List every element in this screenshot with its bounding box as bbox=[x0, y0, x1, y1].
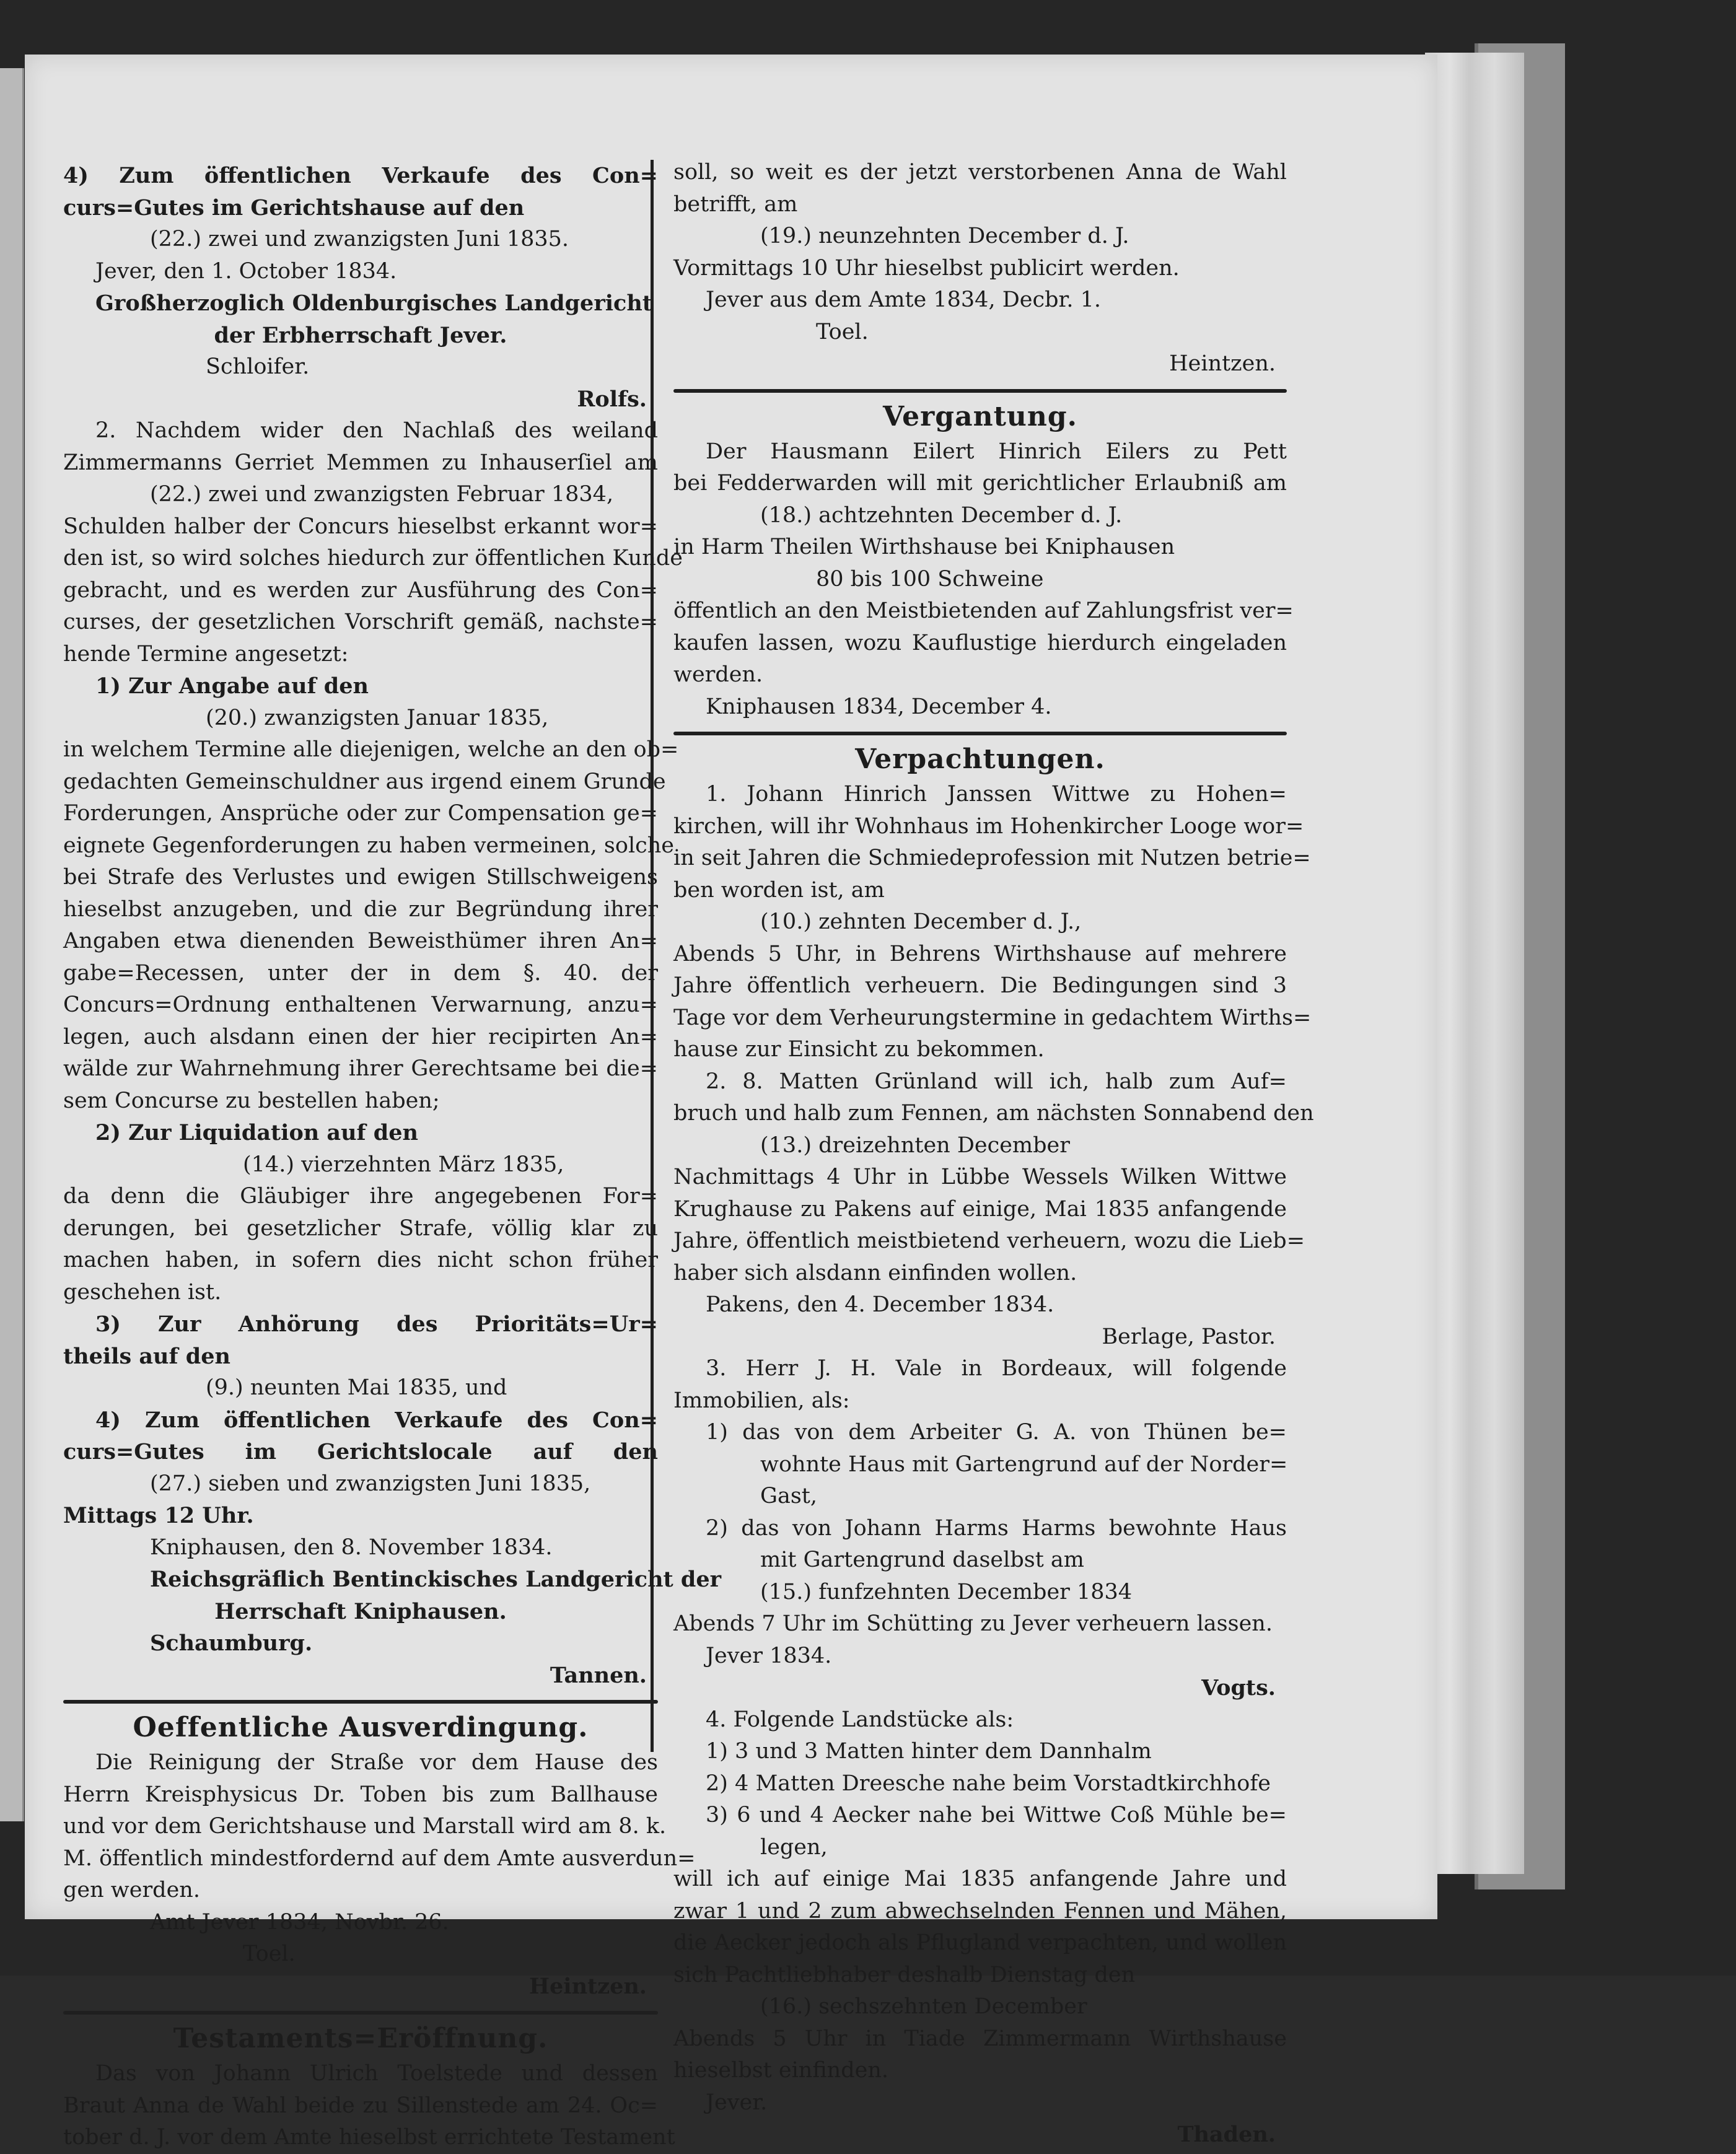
text-line: Jever 1834. bbox=[706, 1643, 832, 1668]
text-line: bei Strafe des Verlustes und ewigen Stillschweigens bbox=[63, 865, 658, 890]
previous-page-edge bbox=[0, 68, 24, 1821]
section-rule bbox=[673, 389, 1287, 393]
text-line: Krughause zu Pakens auf einige, Mai 1835 anfangende bbox=[673, 1196, 1287, 1222]
text-line: 1) das von dem Arbeiter G. A. von Thünen be= bbox=[706, 1420, 1287, 1445]
text-line: Mittags 12 Uhr. bbox=[63, 1503, 254, 1528]
text-line: 3) 6 und 4 Aecker nahe bei Wittwe Coß Mühle be= bbox=[706, 1803, 1287, 1828]
text-line: Herrn Kreisphysicus Dr. Toben bis zum Ballhause bbox=[63, 1782, 658, 1807]
text-line: Zimmermanns Gerriet Memmen zu Inhauserſiel am bbox=[63, 450, 658, 475]
text-line: und vor dem Gerichtshause und Marstall wird am 8. k. bbox=[63, 1814, 667, 1839]
text-line: 2. 8. Matten Grünland will ich, halb zum Auf= bbox=[706, 1069, 1287, 1094]
text-line: Kniphausen 1834, December 4. bbox=[706, 694, 1052, 719]
text-line: der Erbherrschaft Jever. bbox=[214, 322, 507, 348]
text-line: curses, der gesetzlichen Vorschrift gemäß, nachste= bbox=[63, 610, 658, 634]
text-line: 1) Zur Angabe auf den bbox=[95, 673, 369, 699]
text-line: theils auf den bbox=[63, 1343, 230, 1369]
text-line: (18.) achtzehnten December d. J. bbox=[760, 502, 1123, 528]
section-heading-testament: Testaments=Eröffnung. bbox=[173, 2023, 548, 2054]
text-line: Kniphausen, den 8. November 1834. bbox=[150, 1535, 553, 1560]
text-line: 4. Folgende Landstücke als: bbox=[706, 1707, 1014, 1732]
text-line: sich Pachtliebhaber deshalb Dienstag den bbox=[673, 1962, 1136, 1987]
text-line: (14.) vierzehnten März 1835, bbox=[243, 1152, 564, 1177]
text-line: Heintzen. bbox=[1169, 351, 1276, 376]
text-line: in welchem Termine alle diejenigen, welche an den ob= bbox=[63, 737, 679, 762]
section-rule bbox=[673, 732, 1287, 735]
text-line: 4) Zum öffentlichen Verkaufe des Con= bbox=[95, 1407, 658, 1433]
text-line: (22.) zwei und zwanzigsten Februar 1834, bbox=[150, 482, 614, 507]
text-line: Pakens, den 4. December 1834. bbox=[706, 1292, 1054, 1317]
text-line: Jever aus dem Amte 1834, Decbr. 1. bbox=[706, 287, 1102, 312]
text-line: Schloifer. bbox=[206, 354, 310, 379]
text-line: Die Reinigung der Straße vor dem Hause des bbox=[95, 1750, 658, 1775]
text-line: Toel. bbox=[243, 1942, 296, 1966]
text-line: 4) Zum öffentlichen Verkaufe des Con= bbox=[63, 163, 658, 188]
text-line: werden. bbox=[673, 662, 763, 687]
text-line: Der Hausmann Eilert Hinrich Eilers zu Pett bbox=[706, 439, 1287, 464]
text-line: Nachmittags 4 Uhr in Lübbe Wessels Wilken Wittwe bbox=[673, 1165, 1287, 1189]
text-line: hende Termine angesetzt: bbox=[63, 641, 349, 667]
text-line: Jever, den 1. October 1834. bbox=[95, 258, 397, 284]
text-line: Reichsgräflich Bentinckisches Landgericht der bbox=[150, 1567, 722, 1592]
section-rule bbox=[63, 2011, 658, 2015]
text-line: die Aecker jedoch als Pflugland verpachten, und wollen bbox=[673, 1930, 1287, 1955]
text-line: 3. Herr J. H. Vale in Bordeaux, will folgende bbox=[706, 1356, 1287, 1381]
text-line: (22.) zwei und zwanzigsten Juni 1835. bbox=[150, 227, 569, 252]
text-line: 1) 3 und 3 Matten hinter dem Dannhalm bbox=[706, 1739, 1152, 1764]
text-line: bruch und halb zum Fennen, am nächsten Sonnabend den bbox=[673, 1101, 1314, 1126]
page-stack-edge bbox=[1425, 53, 1524, 1874]
section-heading-vergantung: Vergantung. bbox=[883, 400, 1077, 432]
text-line: 1. Johann Hinrich Janssen Wittwe zu Hohen= bbox=[706, 782, 1287, 807]
text-line: (15.) funfzehnten December 1834 bbox=[760, 1579, 1133, 1605]
text-line: (9.) neunten Mai 1835, und bbox=[206, 1375, 507, 1400]
text-line: tober d. J. vor dem Amte hieselbst errichtete Testament bbox=[63, 2125, 675, 2150]
text-line: will ich auf einige Mai 1835 anfangende Jahre und bbox=[673, 1867, 1287, 1891]
text-line: Tage vor dem Verheurungstermine in gedachtem Wirths= bbox=[673, 1005, 1312, 1030]
section-heading-ausverdingung: Oeffentliche Ausverdingung. bbox=[133, 1712, 589, 1743]
text-line: geschehen ist. bbox=[63, 1279, 222, 1305]
text-line: Schaumburg. bbox=[150, 1631, 313, 1656]
text-line: kaufen lassen, wozu Kauflustige hierdurch eingeladen bbox=[673, 630, 1287, 655]
text-line: Vormittags 10 Uhr hieselbst publicirt werden. bbox=[673, 255, 1180, 281]
text-line: gen werden. bbox=[63, 1878, 200, 1902]
text-line: gabe=Recessen, unter der in dem §. 40. der bbox=[63, 960, 658, 986]
text-line: 3) Zur Anhörung des Prioritäts=Ur= bbox=[95, 1311, 658, 1337]
text-line: den ist, so wird solches hiedurch zur öffentlichen Kunde bbox=[63, 546, 683, 571]
text-line: haber sich alsdann einfinden wollen. bbox=[673, 1260, 1077, 1285]
text-line: ben worden ist, am bbox=[673, 877, 885, 903]
text-line: gedachten Gemeinschuldner aus irgend einem Grunde bbox=[63, 769, 666, 794]
text-line: 80 bis 100 Schweine bbox=[816, 566, 1044, 592]
text-line: zwar 1 und 2 zum abwechselnden Fennen und Mähen, bbox=[673, 1898, 1287, 1924]
text-line: Abends 5 Uhr in Tiade Zimmermann Wirthshause bbox=[673, 2026, 1287, 2051]
text-line: Heintzen. bbox=[528, 1973, 647, 1999]
text-line: Berlage, Pastor. bbox=[1102, 1324, 1276, 1349]
text-line: Thaden. bbox=[1177, 2122, 1276, 2147]
text-line: Rolfs. bbox=[577, 386, 647, 412]
newspaper-page bbox=[25, 55, 1437, 2150]
text-line: derungen, bei gesetzlicher Strafe, völlig klar zu bbox=[63, 1215, 658, 1241]
text-line: in Harm Theilen Wirthshause bei Kniphausen bbox=[673, 535, 1175, 559]
section-rule bbox=[63, 1700, 658, 1704]
text-line: (13.) dreizehnten December bbox=[760, 1132, 1070, 1158]
text-line: mit Gartengrund daselbst am bbox=[760, 1548, 1084, 1572]
text-line: Jahre, öffentlich meistbietend verheuern, wozu die Lieb= bbox=[673, 1228, 1305, 1253]
text-line: soll, so weit es der jetzt verstorbenen Anna de Wahl bbox=[673, 160, 1287, 185]
text-line: in seit Jahren die Schmiedeprofession mit Nutzen betrie= bbox=[673, 846, 1311, 870]
text-line: Herrschaft Kniphausen. bbox=[214, 1598, 507, 1624]
text-line: Gast, bbox=[760, 1484, 817, 1508]
text-line: betrifft, am bbox=[673, 191, 798, 217]
text-line: sem Concurse zu bestellen haben; bbox=[63, 1088, 440, 1113]
text-line: wälde zur Wahrnehmung ihrer Gerechtsame bei die= bbox=[63, 1056, 658, 1081]
text-line: hieselbst einfinden. bbox=[673, 2058, 888, 2083]
text-line: öffentlich an den Meistbietenden auf Zahlungsfrist ver= bbox=[673, 598, 1294, 623]
text-line: Forderungen, Ansprüche oder zur Compensation ge= bbox=[63, 801, 658, 826]
text-line: legen, bbox=[760, 1834, 828, 1860]
text-line: Jahre öffentlich verheuern. Die Bedingungen sind 3 bbox=[673, 973, 1287, 998]
text-line: Abends 7 Uhr im Schütting zu Jever verheuern lassen. bbox=[673, 1611, 1273, 1636]
text-line: 2) das von Johann Harms Harms bewohnte Haus bbox=[706, 1515, 1287, 1541]
text-line: Tannen. bbox=[550, 1662, 647, 1688]
text-line: 2) Zur Liquidation auf den bbox=[95, 1120, 418, 1145]
text-line: wohnte Haus mit Gartengrund auf der Norder= bbox=[760, 1451, 1288, 1477]
text-line: Toel. bbox=[816, 319, 869, 344]
text-line: Schulden halber der Concurs hieselbst erkannt wor= bbox=[63, 514, 658, 539]
text-line: Concurs=Ordnung enthaltenen Verwarnung, anzu= bbox=[63, 992, 658, 1017]
text-line: Angaben etwa dienenden Beweisthümer ihren An= bbox=[63, 929, 658, 953]
text-line: bei Fedderwarden will mit gerichtlicher Erlaubniß am bbox=[673, 471, 1287, 496]
text-line: eignete Gegenforderungen zu haben vermeinen, solche bbox=[63, 833, 675, 858]
left-column bbox=[63, 160, 722, 2154]
text-line: Das von Johann Ulrich Toelstede und dessen bbox=[95, 2061, 658, 2086]
text-line: 2. Nachdem wider den Nachlaß des weiland bbox=[95, 418, 658, 443]
text-line: Großherzoglich Oldenburgisches Landgericht bbox=[95, 291, 652, 316]
text-line: kirchen, will ihr Wohnhaus im Hohenkircher Looge wor= bbox=[673, 813, 1304, 839]
text-line: hieselbst anzugeben, und die zur Begründung ihrer bbox=[63, 896, 658, 922]
text-line: Braut Anna de Wahl beide zu Sillenstede am 24. Oc= bbox=[63, 2093, 658, 2118]
text-line: curs=Gutes im Gerichtslocale auf den bbox=[63, 1439, 658, 1464]
text-line: gebracht, und es werden zur Ausführung des Con= bbox=[63, 577, 658, 603]
text-line: M. öffentlich mindestfordernd auf dem Amte ausverdun= bbox=[63, 1845, 696, 1871]
text-line: machen haben, in sofern dies nicht schon früher bbox=[63, 1248, 658, 1272]
text-line: (16.) sechszehnten December bbox=[760, 1994, 1087, 2019]
text-line: Immobilien, als: bbox=[673, 1388, 850, 1413]
text-line: curs=Gutes im Gerichtshause auf den bbox=[63, 195, 525, 221]
text-line: Amt Jever 1834, Novbr. 26. bbox=[150, 1909, 449, 1935]
text-line: (20.) zwanzigsten Januar 1835, bbox=[206, 705, 549, 730]
section-heading-verpachtungen: Verpachtungen. bbox=[855, 743, 1105, 775]
text-line: 2) 4 Matten Dreesche nahe beim Vorstadtkirchhofe bbox=[706, 1771, 1271, 1796]
text-line: (19.) neunzehnten December d. J. bbox=[760, 224, 1129, 248]
text-line: da denn die Gläubiger ihre angegebenen For= bbox=[63, 1184, 658, 1209]
text-line: (10.) zehnten December d. J., bbox=[760, 909, 1082, 934]
text-line: Abends 5 Uhr, in Behrens Wirthshause auf mehrere bbox=[673, 941, 1287, 966]
text-line: Jever. bbox=[706, 2090, 768, 2115]
text-line: hause zur Einsicht zu bekommen. bbox=[673, 1037, 1045, 1062]
text-line: legen, auch alsdann einen der hier recipirten An= bbox=[63, 1024, 658, 1049]
text-line: Vogts. bbox=[1201, 1675, 1276, 1701]
right-column bbox=[673, 157, 1314, 2151]
text-line: (27.) sieben und zwanzigsten Juni 1835, bbox=[150, 1471, 591, 1496]
